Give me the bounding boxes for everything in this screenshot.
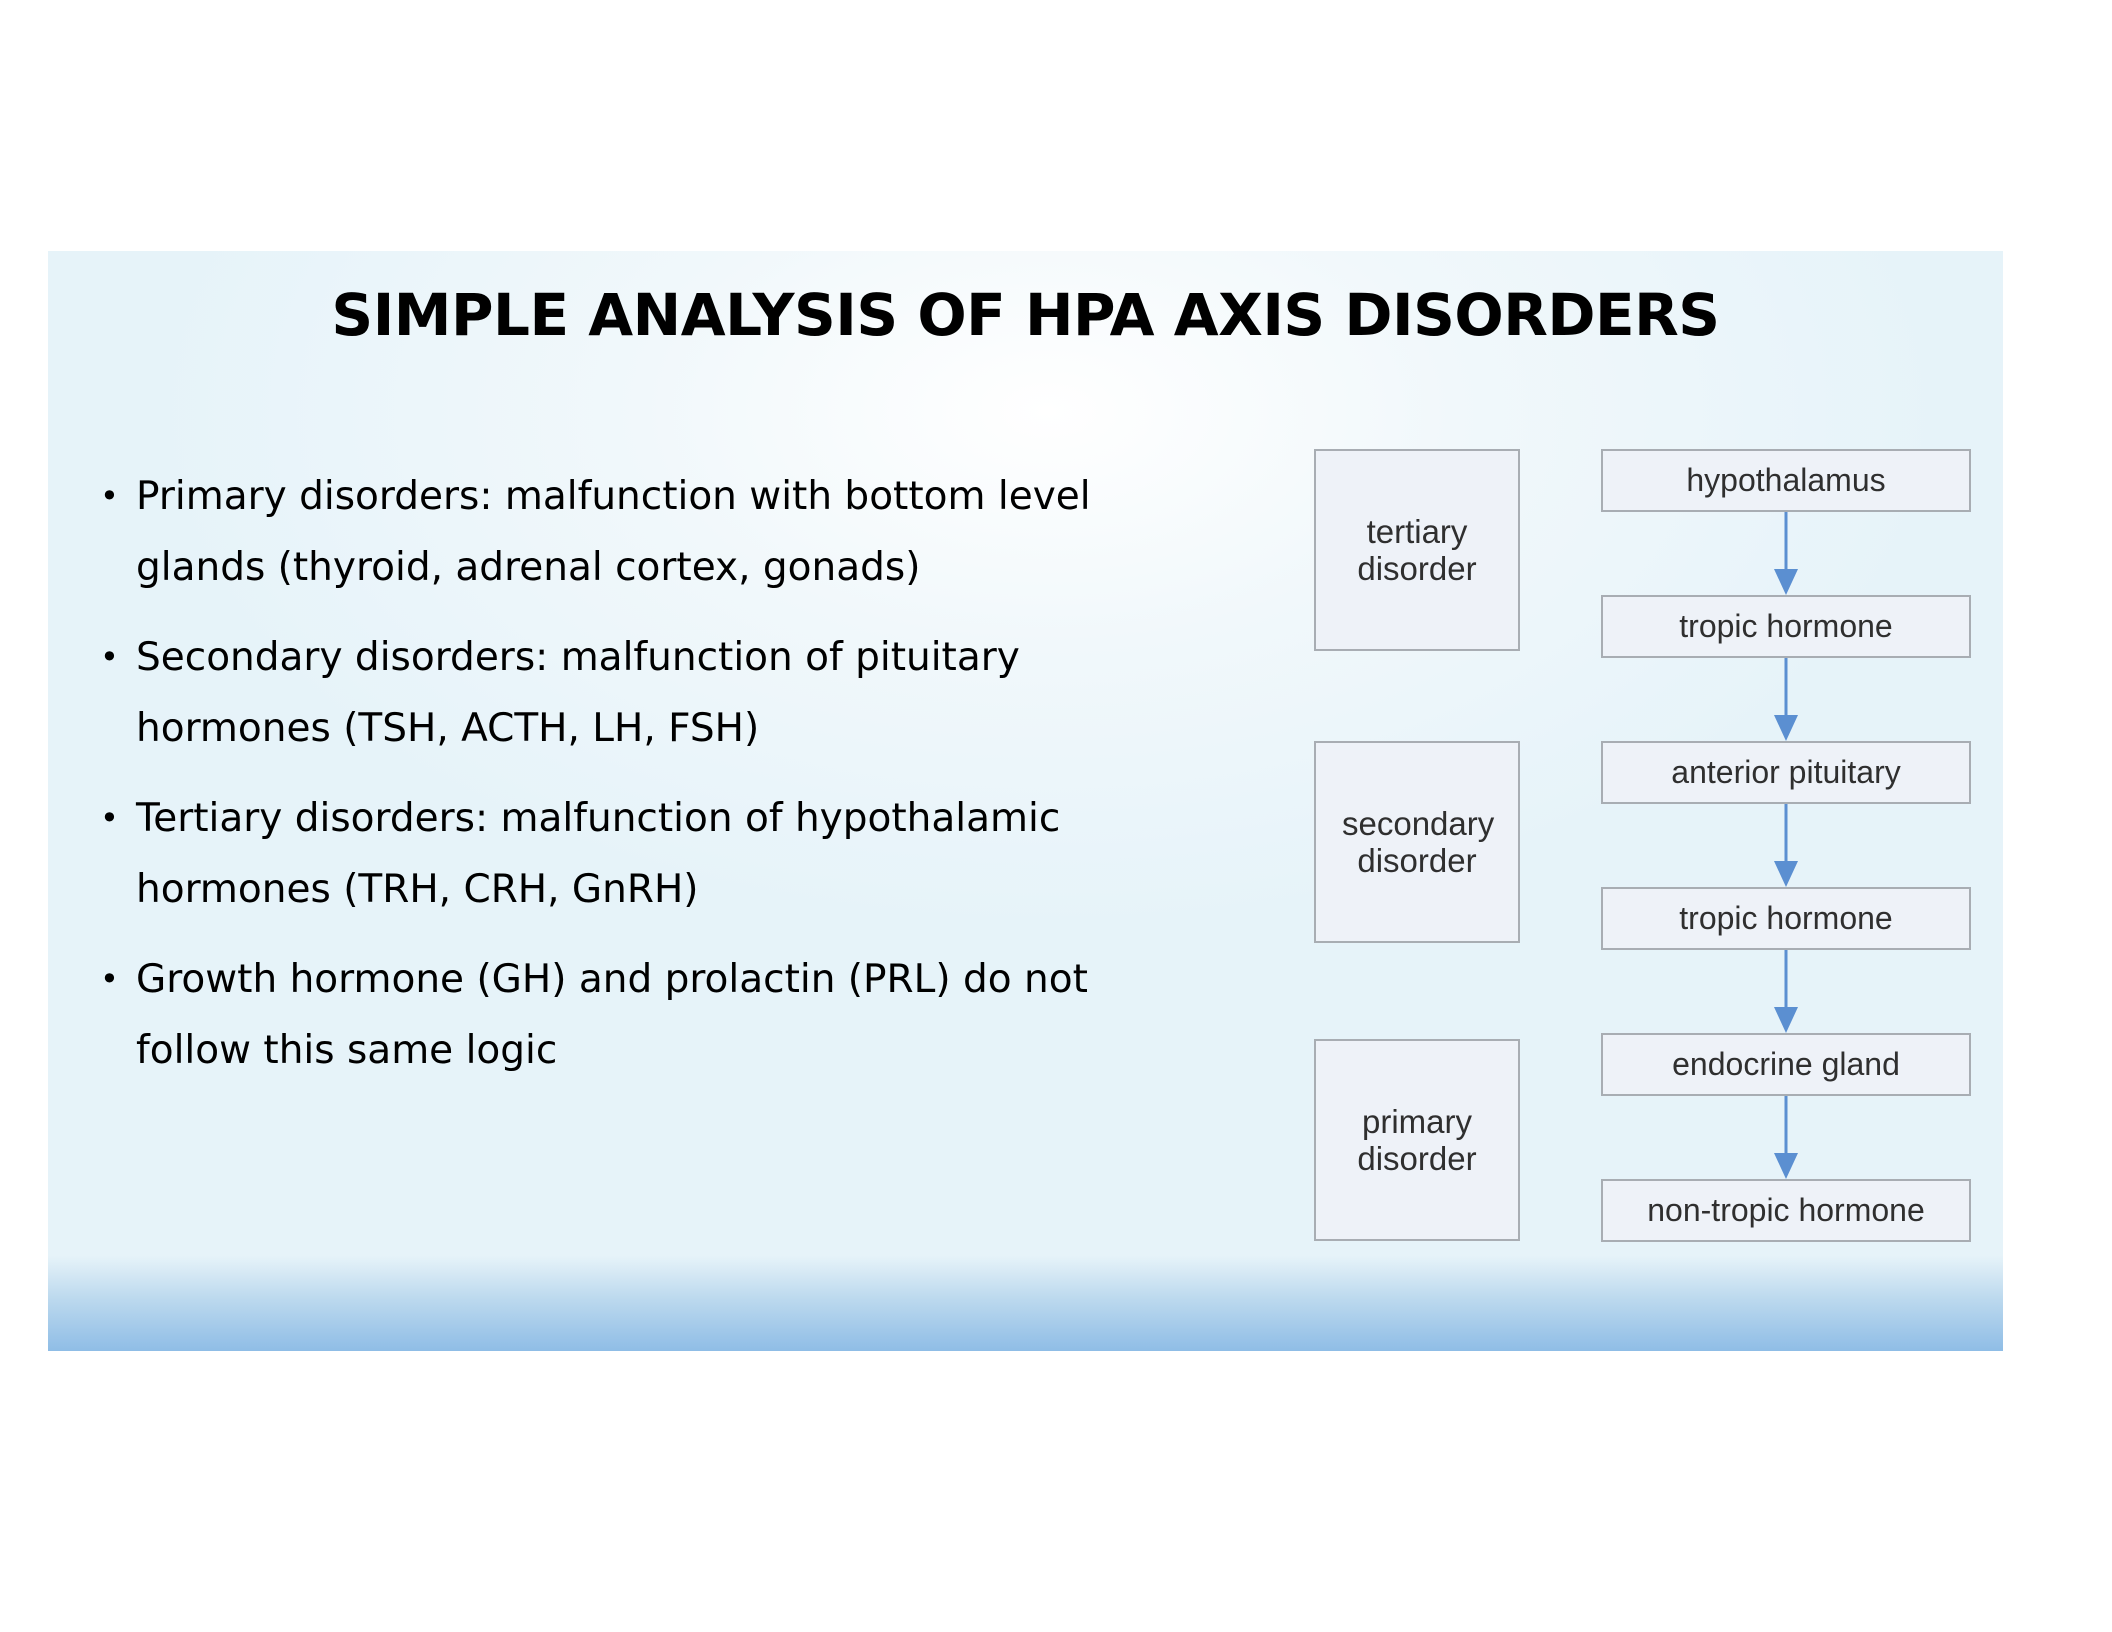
arrow-down-icon xyxy=(1774,1096,1798,1179)
slide xyxy=(48,251,2003,1351)
bullet-dot: • xyxy=(100,638,119,676)
bullet-dot: • xyxy=(100,960,119,998)
bullet-text-line: glands (thyroid, adrenal cortex, gonads) xyxy=(136,545,921,590)
bullet-text-line: Secondary disorders: malfunction of pituitary xyxy=(136,635,1020,680)
bullet-text-line: follow this same logic xyxy=(136,1028,558,1073)
step-endocrine-gland: endocrine gland xyxy=(1601,1033,1971,1096)
bullet-text-line: Tertiary disorders: malfunction of hypothalamic xyxy=(136,796,1061,841)
primary-disorder-label: primary disorder xyxy=(1357,1103,1477,1177)
secondary-disorder-label: secondary disorder xyxy=(1342,805,1495,879)
bullet-text-line: Growth hormone (GH) and prolactin (PRL) do not xyxy=(136,957,1088,1002)
step-tropic-hormone-2: tropic hormone xyxy=(1601,887,1971,950)
arrow-down-icon xyxy=(1774,658,1798,741)
slide-title: SIMPLE ANALYSIS OF HPA AXIS DISORDERS xyxy=(331,281,1720,349)
step-anterior-pituitary: anterior pituitary xyxy=(1601,741,1971,804)
bullet-dot: • xyxy=(100,477,119,515)
flow-arrows xyxy=(48,251,2003,1351)
bullet-text-line: hormones (TRH, CRH, GnRH) xyxy=(136,867,699,912)
step-hypothalamus: hypothalamus xyxy=(1601,449,1971,512)
tertiary-disorder-label: tertiary disorder xyxy=(1357,513,1477,587)
step-non-tropic-hormone: non-tropic hormone xyxy=(1601,1179,1971,1242)
arrow-down-icon xyxy=(1774,804,1798,887)
arrow-down-icon xyxy=(1774,950,1798,1033)
bullet-text-line: Primary disorders: malfunction with bottom level xyxy=(136,474,1091,519)
arrow-down-icon xyxy=(1774,512,1798,595)
bullet-text-line: hormones (TSH, ACTH, LH, FSH) xyxy=(136,706,760,751)
bullet-dot: • xyxy=(100,799,119,837)
step-tropic-hormone-1: tropic hormone xyxy=(1601,595,1971,658)
hpa-axis-diagram xyxy=(48,251,2003,1351)
